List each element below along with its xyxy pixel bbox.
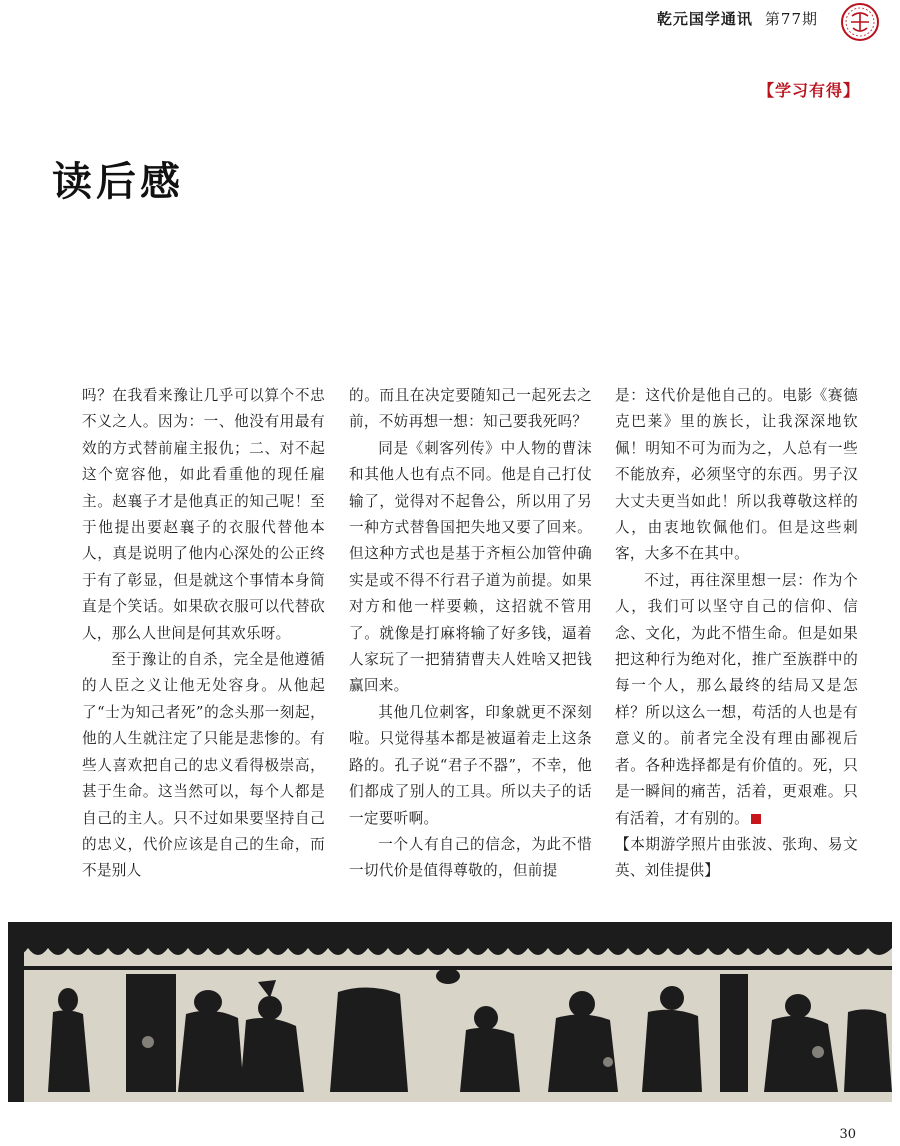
paragraph: 至于豫让的自杀，完全是他遵循的人臣之义让他无处容身。从他起了“士为知己者死”的念头那一刻起，他的人生就注定了只能是悲惨的。有些人喜欢把自己的忠义看得极崇高，甚于生命。这当然可以，每个人都是自己的主人。只不过如果要坚持自己的忠义，代价应该是自己的生命，而不是别人	[82, 651, 325, 880]
paragraph	[615, 568, 858, 832]
paragraph: 同是《刺客列传》中人物的曹沫和其他人也有点不同。他是自己打仗输了，觉得对不起鲁公，所以用了另一种方式替鲁国把失地又要了回来。但这种方式也是基于齐桓公加管仲确实是或不得不行君子道为前提。如果对方和他一样要赖，这招就不管用了。就像是打麻将输了好多钱，逼着人家玩了一把猜猜曹夫人姓啥又把钱赢回来。	[349, 439, 592, 695]
end-mark-icon	[751, 814, 761, 824]
page-number: 30	[839, 1127, 856, 1142]
article-title: 读后感	[52, 158, 184, 205]
seal-logo-icon	[840, 2, 880, 42]
running-header	[657, 8, 818, 29]
section-tag: 【学习有得】	[757, 81, 860, 100]
text-column-3	[615, 383, 858, 885]
paragraph: 其他几位刺客，印象就更不深刻啦。只觉得基本都是被逼着走上这条路的。孔子说“君子不器”，不幸，他们都成了别人的工具。所以夫子的话一定要听啊。	[349, 703, 592, 827]
paragraph: 是：这代价是他自己的。电影《赛德克巴莱》里的族长，让我深深地钦佩！明知不可为而为之，人总有一些不能放弃，必须坚守的东西。男子汉大丈夫更当如此！所以我尊敬这样的人，由衷地钦佩他们。但是这些刺客，大多不在其中。	[615, 387, 858, 563]
text-column-1	[82, 383, 325, 885]
paragraph: 一个人有自己的信念，为此不惜一切代价是值得尊敬的，但前提	[349, 835, 592, 880]
photo-credit: 【本期游学照片由张波、张珣、易文英、刘佳提供】	[615, 835, 858, 880]
paragraph-text: 不过，再往深里想一层：作为个人，我们可以坚守自己的信仰、信念、文化，为此不惜生命。但是如果把这种行为绝对化，推广至族群中的每一个人，那么最终的结局又是怎样？所以这么一想，苟活的人也是有意义的。前者完全没有理由鄙视后者。各种选择都是有价值的。死，只是一瞬间的痛苦，活着，更艰难。只有活着，才有别的。	[615, 571, 858, 827]
issue-number: 第77期	[764, 10, 818, 28]
paragraph: 吗？在我看来豫让几乎可以算个不忠不义之人。因为：一、他没有用最有效的方式替前雇主报仇；二、对不起这个宽容他，如此看重他的现任雇主。赵襄子才是他真正的知己呢！至于他提出要赵襄子的衣服代替他本人，真是说明了他内心深处的公正终于有了彰显，但是就这个事情本身简直是个笑话。如果砍衣服可以代替砍人，那么人世间是何其欢乐呀。	[82, 387, 325, 642]
publication-name: 乾元国学通讯	[656, 10, 753, 28]
stone-relief-rubbing-image	[8, 922, 892, 1102]
paragraph: 的。而且在决定要随知己一起死去之前，不妨再想一想：知己要我死吗？	[349, 387, 592, 431]
text-column-2	[349, 383, 592, 885]
